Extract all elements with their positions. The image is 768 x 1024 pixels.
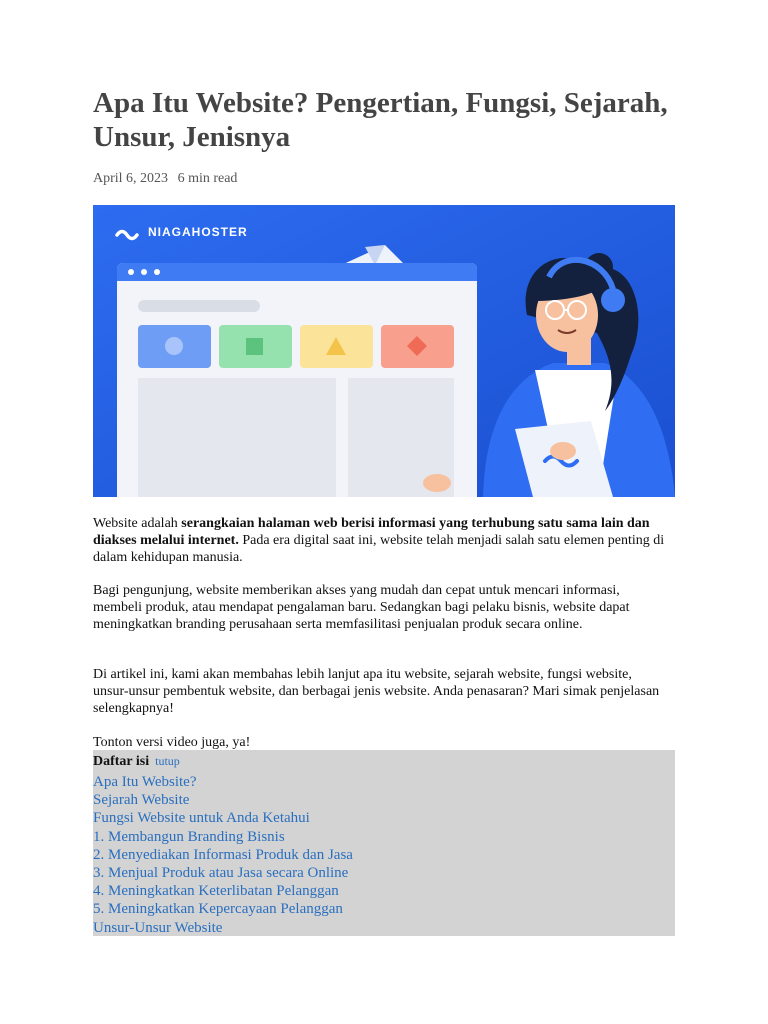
article-meta [93, 171, 237, 187]
hero-illustration [93, 205, 675, 497]
table-of-contents [93, 750, 675, 936]
toc-link[interactable]: Fungsi Website untuk Anda Ketahui [93, 810, 310, 827]
browser-window-illustration [117, 263, 477, 497]
toc-title: Daftar isi [93, 754, 150, 769]
body-paragraph: Bagi pengunjung, website memberikan akses yang mudah dan cepat untuk mencari informasi, membeli produk, atau mendapat pengalaman baru. Sedangkan bagi pelaku bisnis, website dapat meningkatkan branding perusahaan serta memfasilitasi penjualan produk secara online. [93, 583, 630, 632]
toc-link[interactable]: 2. Menyediakan Informasi Produk dan Jasa [93, 846, 353, 863]
article-title: Apa Itu Website? Pengertian, Fungsi, Sejarah, Unsur, Jenisnya [93, 87, 668, 153]
video-note: Tonton versi video juga, ya! [93, 735, 251, 750]
toc-header [93, 754, 180, 770]
publish-date: April 6, 2023 [93, 171, 169, 186]
toc-link[interactable]: 4. Meningkatkan Keterlibatan Pelanggan [93, 883, 339, 900]
toc-link[interactable]: 3. Menjual Produk atau Jasa secara Online [93, 865, 349, 882]
toc-link[interactable]: Apa Itu Website? [93, 774, 197, 790]
toc-link[interactable]: Unsur-Unsur Website [93, 919, 223, 936]
toc-link[interactable]: Sejarah Website [93, 792, 190, 809]
body-paragraph: Di artikel ini, kami akan membahas lebih lanjut apa itu website, sejarah website, fungsi website, unsur-unsur pembentuk website, dan berbagai jenis website. Anda penasaran? Mari simak penjelasan selengkapnya! [93, 667, 660, 716]
definition-bold: serangkaian halaman web berisi informasi yang terhubung satu sama lain dan diakses melalui internet. [93, 516, 650, 548]
toc-link[interactable]: 1. Membangun Branding Bisnis [93, 828, 285, 845]
brand-logo-text: NIAGAHOSTER [148, 225, 248, 239]
toc-toggle-link[interactable]: tutup [155, 754, 180, 768]
toc-list [93, 773, 353, 937]
read-time: 6 min read [177, 171, 238, 186]
toc-link[interactable]: 5. Meningkatkan Kepercayaan Pelanggan [93, 901, 343, 918]
intro-paragraph: Website adalah serangkaian halaman web berisi informasi yang terhubung satu sama lain dan diakses melalui internet. Pada era digital saat ini, website telah menjadi salah satu elemen penting di dalam kehidupan manusia. [93, 516, 665, 565]
